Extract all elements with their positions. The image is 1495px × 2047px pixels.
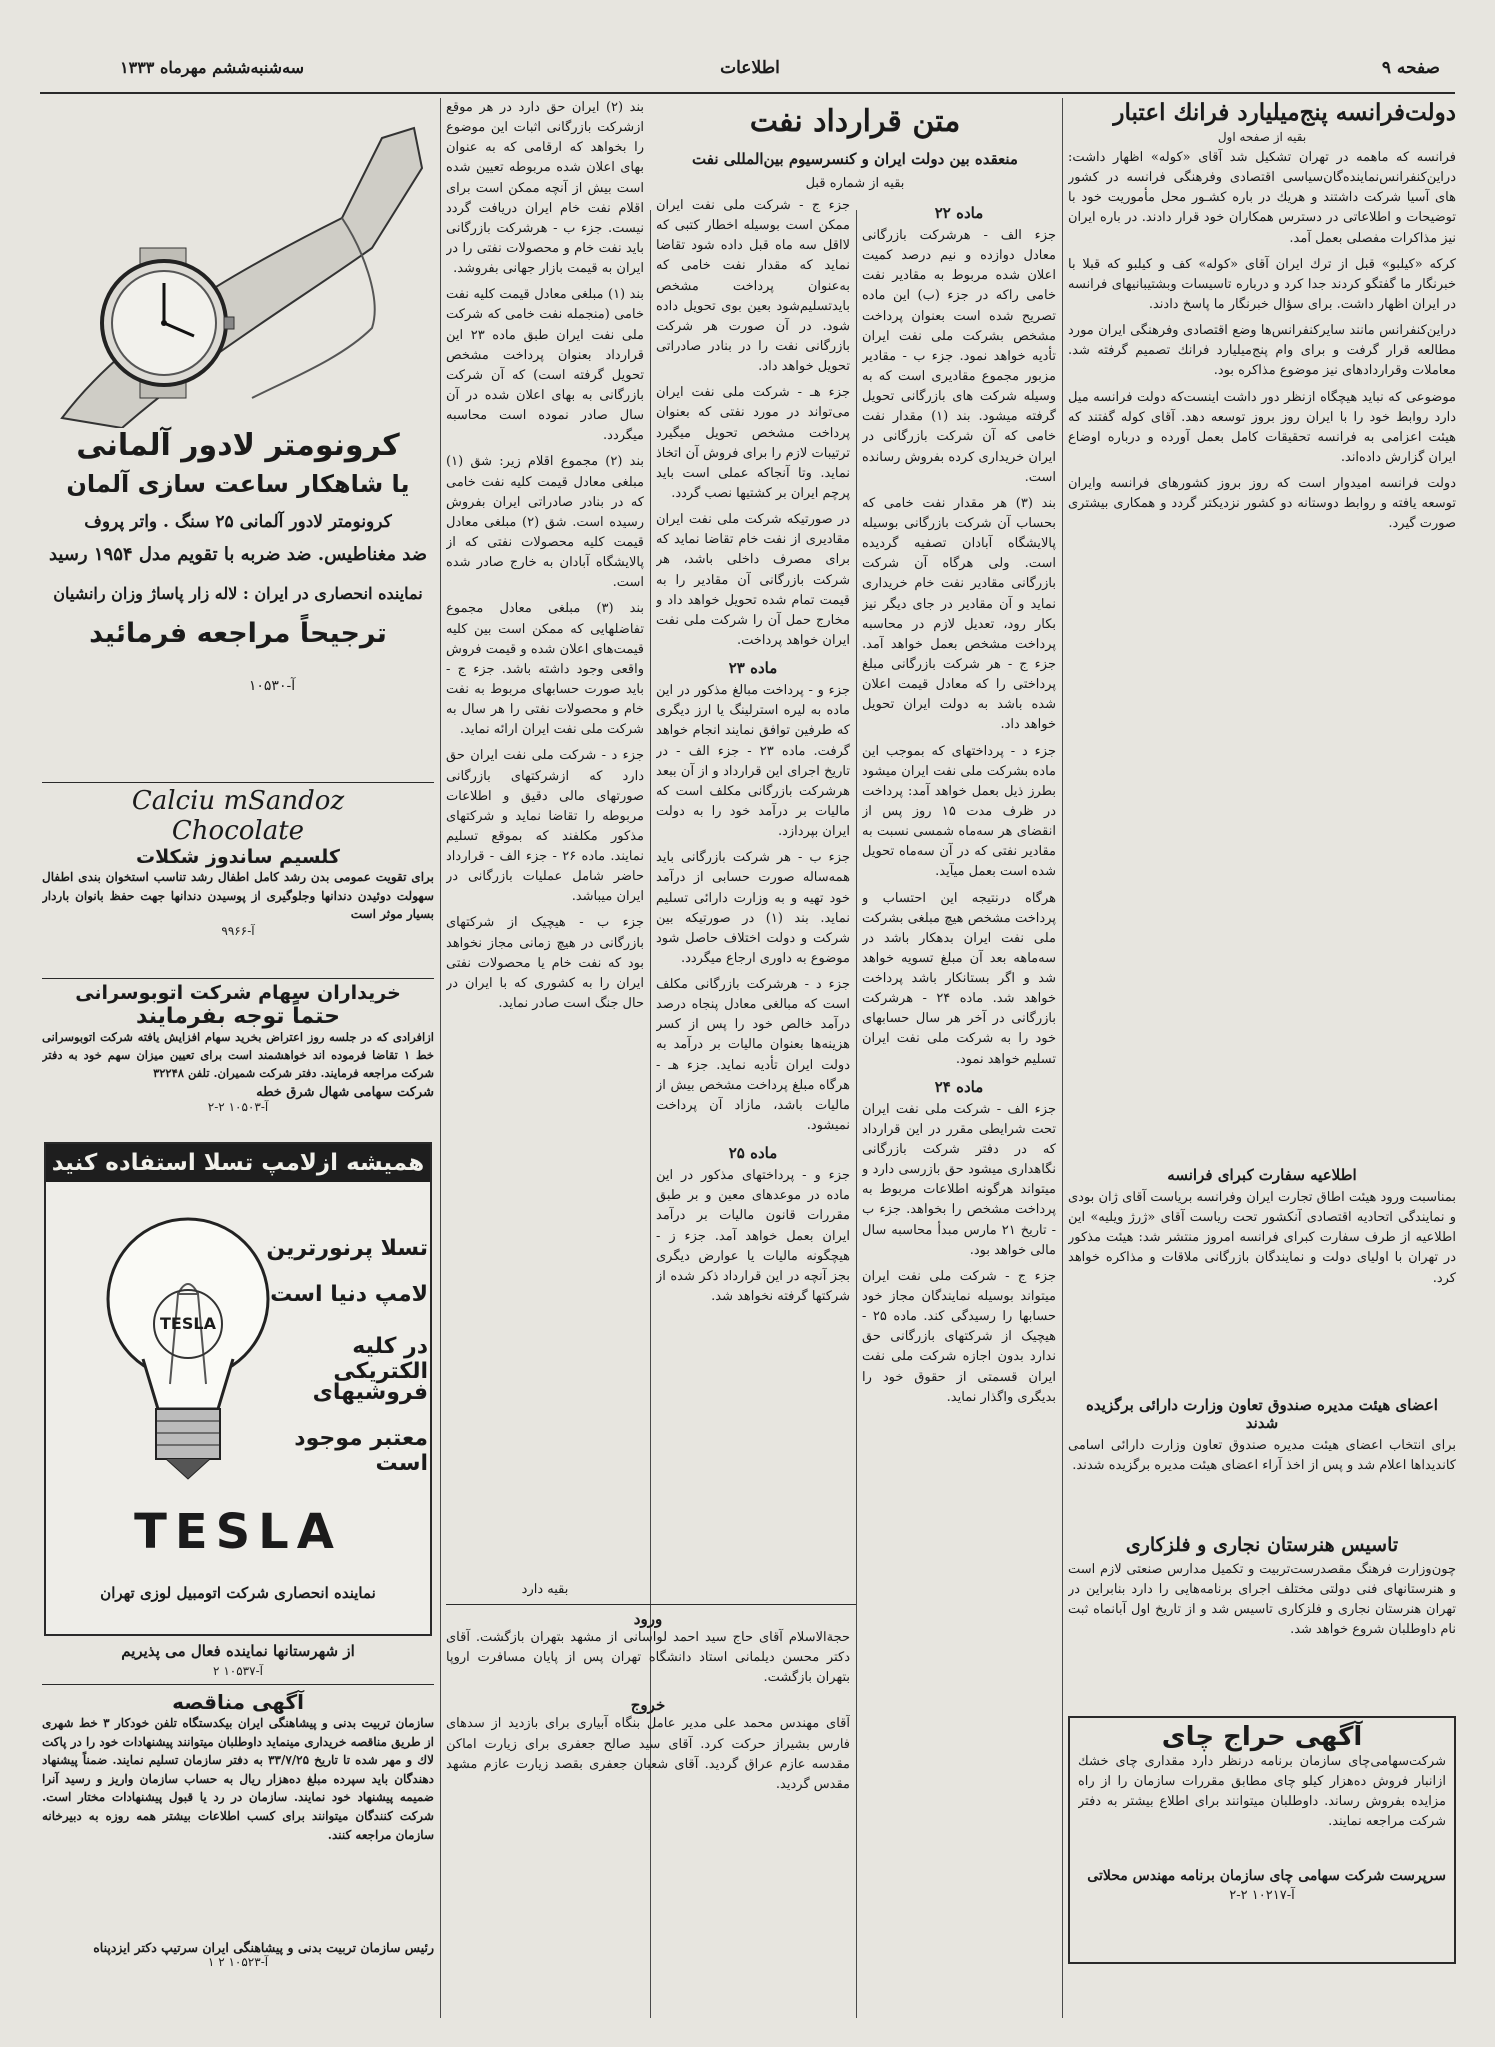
oil-paragraph: جزء الف - هرشرکت بازرگانی معادل دوازده و نیم درصد کمیت اعلان شده مربوط به مقادیر نفت خامی راکه در جزء (ب) این ماده تصریح شده است بعنوان پرداخت مشخص بشرکت ملی نفت ایران تأدیه خواهد نمود. جزء ب - مقادیر مزبور مجموع مقادیری است که به وسیله شرکت های بازرگانی تحویل گرفته میشود. بند (۱) مقدار نفت خامی که آن شرکت بازرگانی در ایران خریداری کرده بفروش رسانده است.	[862, 228, 1056, 485]
header-date: سه‌شنبه‌ششم مهرماه ۱۳۳۳	[120, 58, 305, 77]
tesla-ad-agents-wanted: از شهرستانها نماینده فعال می پذیریم	[121, 1642, 355, 1660]
tea-auction-text: شرکت‌سهامی‌چای سازمان برنامه درنظر دارد مقداری چای خشك ازانبار فروش ده‌هزار کیلو چای مطابق مقررات سازمان را از راه مزایده بفروش رساند. داوطلبان میتوانند برای اطلاع بیشتر به دفتر شرکت مراجعه نمایند.	[1078, 1754, 1446, 1830]
tesla-ad	[44, 1142, 432, 1636]
bus-ad-code: آ-۱۰۵۰۳ ۲-۲	[207, 1100, 269, 1114]
oil-paragraph: در صورتیکه شرکت ملی نفت ایران مقادیری از نفت خام تقاضا نماید که برای مصرف داخلی باشد، هر شرکت بازرگانی آن مقادیر را به قیمت تمام شده تحویل خواهد داد و مخارج حمل آن را شرکت ملی نفت ایران خواهد پرداخت.	[656, 512, 850, 648]
oil-paragraph: جزء د - شرکت ملی نفت ایران حق دارد که ازشرکتهای بازرگانی صورتهای مالی دقیق و اطلاعات مربوطه را تقاضا نماید و شرکتهای مذکور مکلفند که بموقع تسلیم نمایند. ماده ۲۶ - جزء الف - قرارداد حاضر شامل عملیات بازرگانی در ایران میباشد.	[446, 748, 644, 905]
tesla-ad-line1: تسلا پرنورترین	[266, 1236, 428, 1261]
tesla-ad-line4: فروشیهای	[312, 1380, 428, 1405]
ad-separator	[42, 1684, 434, 1685]
departures-title: خروج	[630, 1696, 666, 1715]
oil-paragraph: هرگاه درنتیجه این احتساب و پرداخت مشخص هیچ مبلغی بشرکت ملی نفت ایران بدهکار باشد در سه‌ماهه بعد آن مبلغ تسویه خواهد شد و اگر بستانکار باشد پرداخت خواهد شد. ماده ۲۴ - هرشرکت بازرگانی در آخر هر سال حسابهای خود را به شرکت ملی نفت ایران تسلیم خواهد نمود.	[862, 890, 1056, 1067]
header-rule	[40, 92, 1455, 94]
oil-column-c	[446, 98, 644, 1578]
tesla-ad-code: آ-۱۰۵۳۷ ۲	[213, 1664, 263, 1678]
arrivals-title: ورود	[633, 1610, 663, 1628]
bus-ad-title2: حتماً توجه بفرمایند	[135, 1004, 341, 1029]
oil-article-label: ماده ۲۳	[728, 659, 778, 678]
arrivals-rule	[446, 1604, 856, 1605]
watch-ad-line1: کرونومتر لادور آلمانی	[76, 428, 400, 463]
arrivals-text: حجة‌الاسلام آقای حاج سید احمد لواسانی از مشهد بتهران بازگشت. آقای دکتر محسن دیلمانی استاد دانشگاه تهران پس از پایان مسافرت اروپا بتهران بازگشت.	[446, 1630, 850, 1686]
calcium-ad-persian: کلسیم ساندوز شکلات	[136, 846, 340, 868]
tesla-ad-line3: در کلیه الکتریکی	[333, 1334, 428, 1384]
france-article-body	[1068, 148, 1456, 1158]
tea-auction-sign: سرپرست شرکت سهامی چای سازمان برنامه مهندس محلاتی	[1087, 1868, 1446, 1884]
oil-paragraph: بند (۲) مجموع اقلام زیر: شق (۱) مبلغی معادل قیمت کلیه نفت خامی که در بنادر صادراتی ایران بفروش رسیده است. شق (۲) مبلغی معادل قیمت کلیه محصولات نفتی که از پالایشگاه آبادان به خارج صادر شده است.	[446, 454, 644, 591]
oil-continued-note: بقیه از شماره قبل	[805, 176, 905, 191]
watch-ad-code: آ-۱۰۵۳۰	[248, 678, 296, 694]
watch-ad	[42, 98, 434, 778]
wristwatch-illustration	[42, 98, 434, 428]
tender-ad-sign: رئیس سازمان تربیت بدنی و پیشاهنگی ایران سرتیپ دکتر ایزدپناه	[93, 1940, 434, 1955]
calcium-ad-text: برای تقویت عمومی بدن رشد کامل اطفال رشد تناسب استخوان بندی اطفال سهولت دوئیدن دندانها وجلوگیری از پوسیدن دندانها جهت حفظ بانوان باردار بسیار موثر است	[42, 870, 434, 922]
france-paragraph: دولت فرانسه امیدوار است که روز بروز کشورهای فرانسه وایران توسعه یافته و روابط دوستانه دو کشور نزدیکتر گردد و همکاری بیشتری صورت گیرد.	[1068, 476, 1456, 532]
watch-ad-line3: کرونومتر لادور آلمانی ۲۵ سنگ . واتر پروف	[84, 512, 392, 532]
coop-fund-heading: اعضای هیئت مدیره صندوق تعاون وزارت دارائی برگزیده شدند	[1086, 1396, 1438, 1432]
bus-ad-company: شرکت سهامی شهال شرق خطه	[256, 1085, 434, 1100]
oil-article-label: ماده ۲۴	[934, 1077, 984, 1096]
oil-paragraph: جزء د - هرشرکت بازرگانی مکلف است که مبالغی معادل پنجاه درصد درآمد خالص خود را پس از کسر هزینه‌ها بعنوان مالیات بر درآمد به دولت ایران تأدیه نماید. جزء هـ - هرگاه مبلغ پرداخت مشخص بیش از مالیات باشد، مازاد آن پرداخت نمیشود.	[656, 977, 850, 1134]
col-divider-4	[856, 210, 857, 2018]
oil-paragraph: بند (۳) هر مقدار نفت خامی که بحساب آن شرکت بازرگانی بوسیله پالایشگاه آبادان تصفیه گردیده است. ولی هرگاه آن شرکت بازرگانی مقادیر نفت خام خریداری نماید و آن مقادیر در جای دیگر نیز بکار رود، تعدیل لازم در محاسبه پرداخت مشخص بعمل خواهد آمد. جزء ج - هر شرکت بازرگانی مبلغ پرداختی را که معادل قیمت اعلان شده باشد به دولت ایران تحویل خواهد داد.	[862, 495, 1056, 733]
oil-subhead: منعقده بین دولت ایران و کنسرسیوم بین‌المللی نفت	[692, 150, 1018, 168]
oil-paragraph: جزء د - پرداختهای که بموجب این ماده بشرکت ملی نفت ایران میشود بطرز ذیل بعمل خواهد آمد: پرداخت در ظرف مدت ۱۵ روز پس از انقضای هر سه‌ماه شمسی نسبت به مقادیر نفتی که در آن سه‌ماه تحویل شده است بعمل میآید.	[862, 743, 1056, 880]
school-body: چون‌وزارت فرهنگ مقصدرست‌تربیت و تکمیل مدارس صنعتی لازم است و هنرستانهای فنی دولتی مختلف اجرای برنامه‌هایی را دارد بنابراین در تهران هنرستان نجاری و فلزکاری تاسیس شد و از تاریخ اول آبانماه ثبت نام داوطلبان شروع خواهد شد.	[1068, 1562, 1456, 1638]
calcium-ad	[42, 786, 434, 976]
tesla-ad-line5: معتبر موجود است	[294, 1426, 428, 1476]
tea-auction-code: آ-۱۰۲۱۷ ۲-۲	[1229, 1888, 1295, 1903]
oil-to-be-continued: بقیه دارد	[521, 1582, 569, 1597]
france-paragraph: موضوعی که نباید هیچگاه ازنظر دور داشت اینست‌که دولت فرانسه میل دارد روابط خود را با ایران روز بروز توسعه دهد. آقای کوله گفتند که هیئت اعزامی به فرانسه تحقیقات کامل بعمل آورده و درباره اوضاع ایران گزارش داده‌اند.	[1068, 389, 1456, 465]
col-divider-2	[440, 98, 441, 2018]
france-continued-note: بقیه از صفحه اول	[1217, 130, 1307, 144]
watch-ad-line6: ترجیحاً مراجعه فرمائید	[89, 618, 387, 649]
header-page-number: صفحه ۹	[1381, 58, 1440, 78]
column-france-news	[1068, 98, 1456, 2018]
france-paragraph: دراین‌کنفرانس مانند سایرکنفرانس‌ها وضع اقتصادی وفرهنگی ایران مورد مطالعه قرار گرفت و برای وام پنج‌میلیارد فرانك تصمیم گرفته شد. معاملات وقراردادهای نیز موضوع مذاکره بود.	[1068, 323, 1456, 379]
school-heading: تاسیس هنرستان نجاری و فلزکاری	[1125, 1534, 1399, 1556]
tesla-ad-footer: نماینده انحصاری شرکت اتومبیل لوزی تهران	[100, 1584, 376, 1602]
france-paragraph: کرکه «کیلبو» قبل از ترك ایران آقای «کوله» کف و کیلبو که قبلا با خبرنگار ما گفتگو کردند جدا کرد و درباره تاسیسات وبشتیبانیهای فرانسه در ایران اظهار داشت. برای سؤال خبرنگار ما پاسخ دادند.	[1068, 256, 1456, 312]
calcium-ad-code: آ-۹۹۶۶	[221, 923, 255, 938]
oil-paragraph: جزء ج - شرکت ملی نفت ایران ممکن است بوسیله اخطار کتبی که لااقل سه ماه قبل داده شود تقاضا نماید که مقدار نفت خامی که به‌عنوان پرداخت مشخص بایدتسلیم‌شود بعین بوی تحویل داده شود. در آن صورت هر شرکت بازرگانی نفت را در بنادر صادراتی تحویل خواهد داد.	[656, 198, 850, 375]
calcium-ad-latin-1: Calciu mSandoz	[131, 786, 345, 816]
tesla-ad-headline: همیشه ازلامپ تسلا استفاده کنید	[46, 1144, 430, 1182]
oil-headline: متن قرارداد نفت	[749, 104, 961, 139]
france-paragraph: فرانسه که ماهمه در تهران تشکیل شد آقای «کوله» اظهار داشت: دراین‌کنفرانس‌نماینده‌گان‌سیاسی اقتصادی وفرهنگی فرانسه در کشور های آسیا شرکت داشتند و هریك در باره کشـور محل مأموریت خود با توضیحات و اطلاعاتی در دسترس همکاران خود قرار دادند. در باره ایران نیز مذاکرات مفصلی بعمل آمد.	[1068, 150, 1456, 246]
tea-auction-ad	[1068, 1716, 1456, 1964]
oil-article-label: ماده ۲۵	[728, 1144, 778, 1163]
tender-ad-title: آگهی مناقصه	[172, 1690, 304, 1714]
embassy-notice-heading: اطلاعیه سفارت کبرای فرانسه	[1167, 1166, 1357, 1184]
france-headline: دولت‌فرانسه پنج‌میلیارد فرانك اعتبار	[1113, 99, 1456, 126]
tender-ad-code: آ-۱۰۵۲۳ ۲ ۱	[207, 1955, 269, 1969]
col-divider-1	[1062, 98, 1063, 2018]
bus-ad-title1: خریداران سهام شرکت اتوبوسرانی	[75, 982, 401, 1004]
oil-paragraph: جزء ب - هر شرکت بازرگانی باید همه‌ساله صورت حسابی از درآمد خود تهیه و به وزارت دارائی تسلیم نماید. بند (۱) در صورتیکه بین شرکت و دولت اختلاف حاصل شود موضوع به داوری ارجاع میگردد.	[656, 850, 850, 966]
oil-paragraph: جزء و - پرداخت مبالغ مذکور در این ماده به لیره استرلینگ یا ارز دیگری که طرفین توافق نمایند انجام خواهد گرفت. ماده ۲۳ - جزء الف - در تاریخ اجرای این قرارداد و از آن ببعد هرشرکت بازرگانی مکلف است که مالیات بر درآمد خود را به دولت ایران بپردازد.	[656, 683, 850, 840]
calcium-ad-latin-2: Chocolate	[171, 816, 305, 846]
bus-ad-text: ازافرادی که در جلسه روز اعتراض بخرید سهام افزایش یافته شرکت اتوبوسرانی خط ۱ تقاضا فرموده اند خواهشمند است برای تعیین میزان سهم خود به دفتر شرکت مراجعه فرمایند. دفتر شرکت شمیران. تلفن ۳۲۲۴۸	[42, 1030, 434, 1080]
tender-ad	[42, 1690, 434, 2016]
ad-separator	[42, 782, 434, 783]
oil-paragraph: جزء ج - شرکت ملی نفت ایران میتواند بوسیله نمایندگان مجاز خود حسابها را رسیدگی کند. ماده ۲۵ - هیچیک از شرکتهای بازرگانی حق ندارد بدون اجازه شرکت ملی نفت ایران قسمتی از حقوق خود را بدیگری واگذار نماید.	[862, 1268, 1056, 1405]
header-newspaper-name: اطلاعات	[720, 58, 780, 78]
oil-paragraph: بند (۱) مبلغی معادل قیمت کلیه نفت خامی (منجمله نفت خامی که شرکت ملی نفت ایران طبق ماده ۲۳ این قرارداد بعنوان پرداخت مشخص تحویل گرفته است) که آن شرکت بازرگانی به بهای اعلان شده در آن سال صادر نموده است محاسبه میگردد.	[446, 287, 644, 444]
tender-ad-text: سازمان تربیت بدنی و پیشاهنگی ایران بیکدستگاه تلفن خودکار ۳ خط شهری از طریق مناقصه خریداری مینماید داوطلبان میتوانند پیشنهادات خود را در پاکت لاك و مهر شده تا تاریخ ۳۳/۷/۲۵ به دفتر سازمان تسلیم نمایند. ضمناً پیشنهاد دهندگان باید سپرده مبلغ ده‌هزار ریال به حساب سازمان واریز و رسید آنرا ضمیمه پیشنهاد خود نمایند. سازمان در رد یا قبول پیشنهادات مختار است. شرکت کنندگان میتوانند برای کسب اطلاعات بیشتر همه روزه به دبیرخانه سازمان مراجعه کنند.	[42, 1716, 434, 1842]
oil-paragraph: جزء و - پرداختهای مذکور در این ماده در موعدهای معین و بر طبق مقررات قانون مالیات بر درآمد ایران بعمل خواهد آمد. جزء ز - هیچگونه مالیات یا عوارض دیگری بجز آنچه در این قرارداد ذکر شده از شرکتها گرفته نخواهد شد.	[656, 1168, 850, 1305]
departures-text: آقای مهندس محمد علی مدیر عامل بنگاه آبیاری برای بازدید از سدهای فارس بشیراز حرکت کرد. آقای سید صالح جعفری برای زیارت اماکن مقدسه عازم عراق گردید. آقای شعبان جعفری بقصد زیارت عازم مشهد مقدس گردید.	[446, 1716, 850, 1792]
tesla-ad-line2: لامپ دنیا است	[270, 1282, 428, 1307]
arrivals-box	[446, 1610, 850, 2010]
tea-auction-title: آگهی حراج چای	[1161, 1722, 1363, 1752]
oil-paragraph: بند (۳) مبلغی معادل مجموع تفاضلهایی که ممکن است بین کلیه قیمت‌های اعلان شده و قیمت فروش واقعی وجود داشته باشد. جزء ج - باید صورت حسابهای مربوط به نفت خام و محصولات نفتی را هر سال به شرکت ملی نفت ایران ارائه نماید.	[446, 601, 644, 738]
bus-shares-ad	[42, 982, 434, 1140]
tesla-bulb-brand: TESLA	[160, 1314, 216, 1333]
coop-fund-body: برای انتخاب اعضای هیئت مدیره صندوق تعاون وزارت دارائی اسامی کاندیداها اعلام شد و پس از اخذ آراء اعضای هیئت مدیره برگزیده شدند.	[1068, 1438, 1456, 1474]
oil-column-a	[862, 196, 1056, 2018]
watch-ad-line2: یا شاهکار ساعت سازی آلمان	[66, 470, 410, 498]
embassy-notice-body: بمناسبت ورود هیئت اطاق تجارت ایران وفرانسه بریاست آقای ژان بودی و نمایندگی اتحادیه اقتصادی آنکشور تحت ریاست آقای «ژرژ ویلیه» این اطلاعیه از طرف سفارت کبرای فرانسه امروز منتشر شد: هیئت مذکور در تهران با اولیای دولت و نمایندگان بازرگانی ملاقات و مذاکره خواهد کرد.	[1068, 1190, 1456, 1286]
lightbulb-icon	[98, 1204, 278, 1494]
oil-paragraph: بند (۲) ایران حق دارد در هر موقع ازشرکت بازرگانی اثبات این موضوع را بخواهد که ارقامی که به عنوان بهای اعلان شده مربوطه تعیین شده است بیش از آنچه ممکن است برای اقلام نفت خام ایران دریافت گردد نیست. جزء ب - هرشرکت بازرگانی باید نفت خام و محصولات نفتی را در ایران به قیمت بازار جهانی بفروشد.	[446, 100, 644, 277]
oil-paragraph: جزء الف - شرکت ملی نفت ایران تحت شرایطی مقرر در این قرارداد که در دفتر شرکت بازرگانی نگاهداری میشود حق بازرسی دارد و میتواند هرگونه اطلاعات مربوط به پرداخت مشخص را بخواهد. جزء ب - تاریخ ۲۱ مارس مبدأ محاسبه سال مالی خواهد بود.	[862, 1101, 1056, 1258]
watch-ad-line4: ضد مغناطیس. ضد ضربه با تقویم مدل ۱۹۵۴ رسید	[48, 544, 428, 565]
ad-separator	[42, 978, 434, 979]
oil-article-label: ماده ۲۲	[934, 204, 984, 222]
oil-paragraph: جزء هـ - شرکت ملی نفت ایران می‌تواند در مورد نفتی که بعنوان پرداخت مشخص تحویل میگیرد ترتیبات لازم را برای فروش آن اتخاذ نماید. وتا آنجاکه عملی است باید پرچم ایران بر کشتیها نصب گردد.	[656, 385, 850, 501]
watch-ad-line5: نماینده انحصاری در ایران : لاله زار پاساژ وزان رانشیان	[53, 584, 423, 603]
oil-paragraph: جزء ب - هیچیک از شرکتهای بازرگانی در هیچ زمانی مجاز نخواهد بود که نفت خام یا محصولات نفتی ایران را به کشوری که با ایران در حال جنگ است صادر نماید.	[446, 915, 644, 1012]
tesla-brand-wordmark: TESLA	[134, 1504, 342, 1560]
